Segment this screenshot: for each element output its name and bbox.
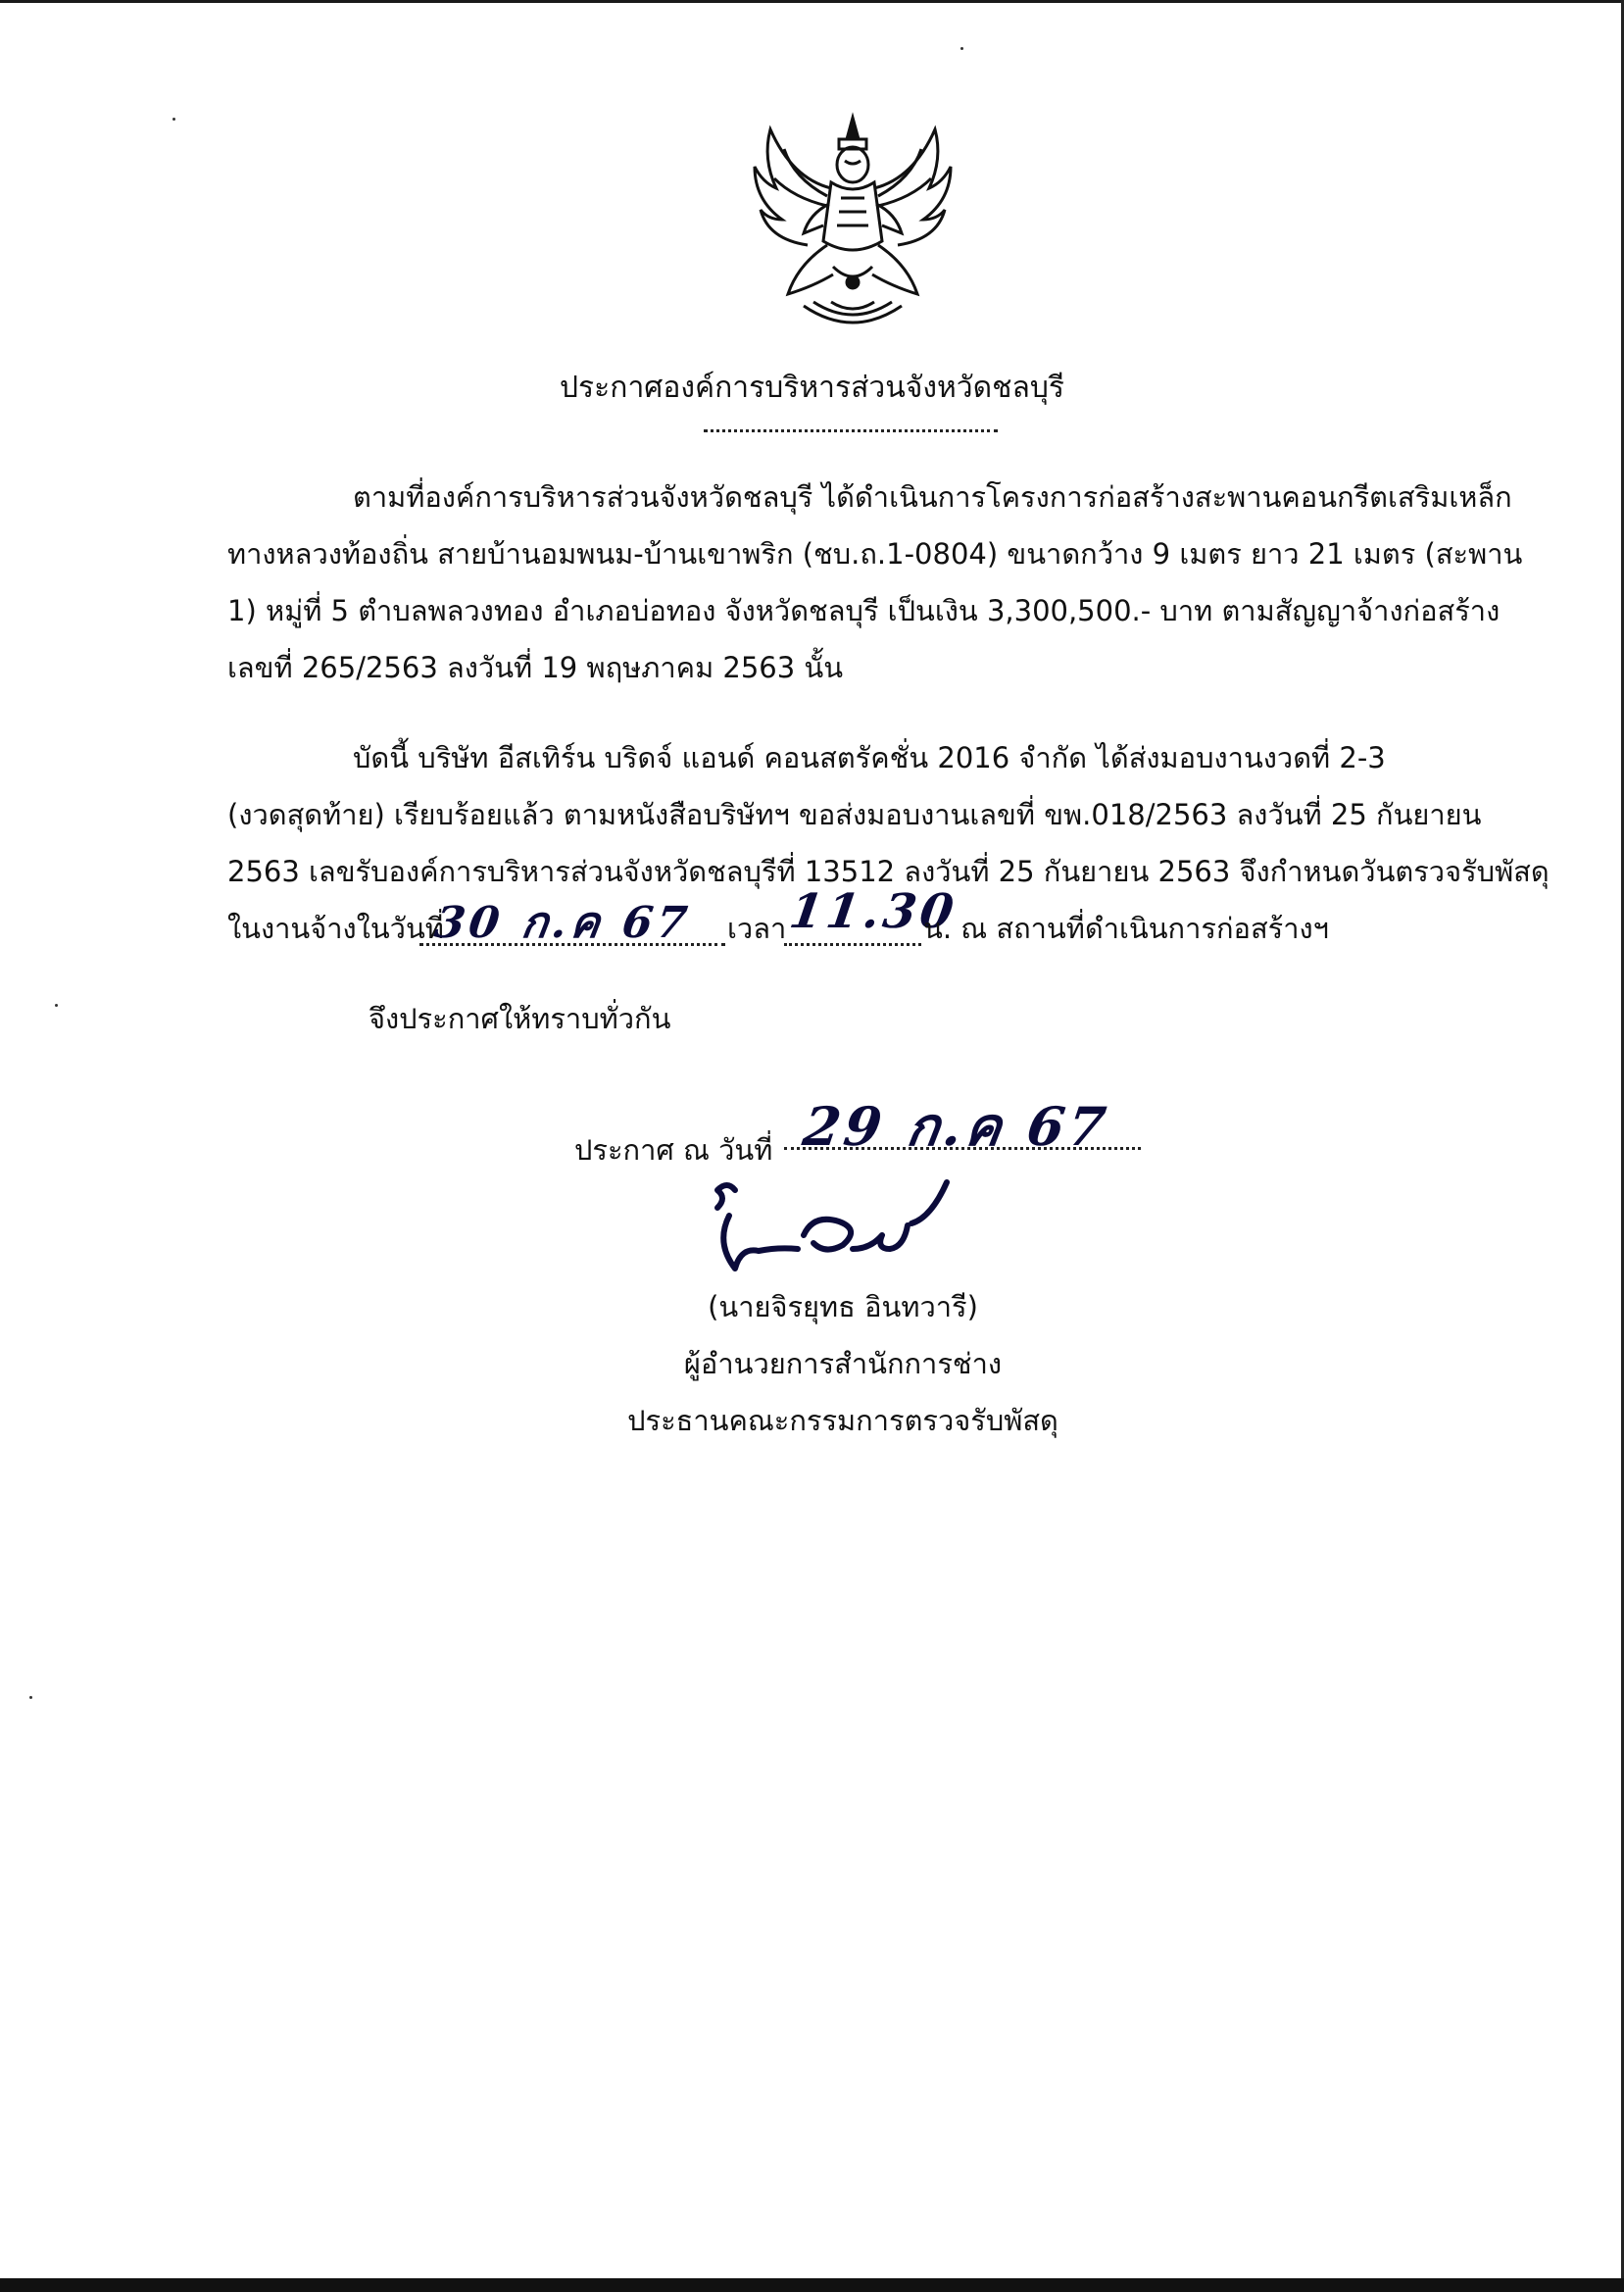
inspection-date-handwritten: 30 ก.ค 67 — [431, 898, 695, 948]
scan-speck — [960, 47, 963, 50]
paragraph-1-line: 1) หมู่ที่ 5 ตำบลพลวงทอง อำเภอบ่อทอง จังหวัดชลบุรี เป็นเงิน 3,300,500.- บาท ตามสัญญาจ้างก่อสร้าง — [227, 594, 1501, 627]
announce-date-label: ประกาศ ณ วันที่ — [574, 1133, 773, 1167]
inspection-line — [227, 900, 444, 957]
inspection-time-label: เวลา — [727, 912, 787, 945]
paragraph-1-line: เลขที่ 265/2563 ลงวันที่ 19 พฤษภาคม 2563 นั้น — [227, 651, 844, 684]
scan-speck — [29, 1696, 32, 1699]
scan-border-top — [0, 0, 1624, 3]
signature-icon — [706, 1167, 980, 1284]
paragraph-1-line: ตามที่องค์การบริหารส่วนจังหวัดชลบุรี ได้ดำเนินการโครงการก่อสร้างสะพานคอนกรีตเสริมเหล็ก — [353, 480, 1512, 514]
paragraph-2-line: (งวดสุดท้าย) เรียบร้อยแล้ว ตามหนังสือบริษัทฯ ขอส่งมอบงานเลขที่ ขพ.018/2563 ลงวันที่ 25 กันยายน — [227, 798, 1482, 831]
scan-speck — [55, 1004, 58, 1007]
paragraph-2-line: 2563 เลขรับองค์การบริหารส่วนจังหวัดชลบุรีที่ 13512 ลงวันที่ 25 กันยายน 2563 จึงกำหนดวันตรวจรับพัสดุ — [227, 855, 1550, 888]
scan-speck — [172, 118, 175, 121]
paragraph-2 — [227, 729, 1550, 900]
signatory-name: (นายจิรยุทธ อินทวารี) — [708, 1290, 978, 1323]
inspection-time-handwritten: 11.30 — [786, 884, 961, 939]
inspection-suffix: น. ณ สถานที่ดำเนินการก่อสร้างฯ — [923, 912, 1329, 945]
document-title: ประกาศองค์การบริหารส่วนจังหวัดชลบุรี — [560, 371, 1064, 405]
title-dotted-separator — [704, 429, 998, 432]
paragraph-1 — [227, 469, 1523, 696]
paragraph-1-line: ทางหลวงท้องถิ่น สายบ้านอมพนม-บ้านเขาพริก (ชบ.ถ.1-0804) ขนาดกว้าง 9 เมตร ยาว 21 เมตร (สะพาน — [227, 537, 1523, 571]
garuda-emblem-icon — [745, 110, 960, 335]
signatory-committee-role: ประธานคณะกรรมการตรวจรับพัสดุ — [627, 1404, 1058, 1437]
paragraph-2-line: บัดนี้ บริษัท อีสเทิร์น บริดจ์ แอนด์ คอนสตรัคชั่น 2016 จำกัด ได้ส่งมอบงานงวดที่ 2-3 — [353, 741, 1386, 774]
scan-border-bottom — [0, 2278, 1624, 2292]
signatory-position: ผู้อำนวยการสำนักการช่าง — [683, 1347, 1003, 1380]
inspection-time-blank — [784, 943, 921, 946]
announce-date-handwritten: 29 ก.ค 67 — [799, 1095, 1114, 1158]
closing-statement: จึงประกาศให้ทราบทั่วกัน — [369, 1002, 671, 1035]
inspection-prefix: ในงานจ้างในวันที่ — [227, 912, 444, 945]
